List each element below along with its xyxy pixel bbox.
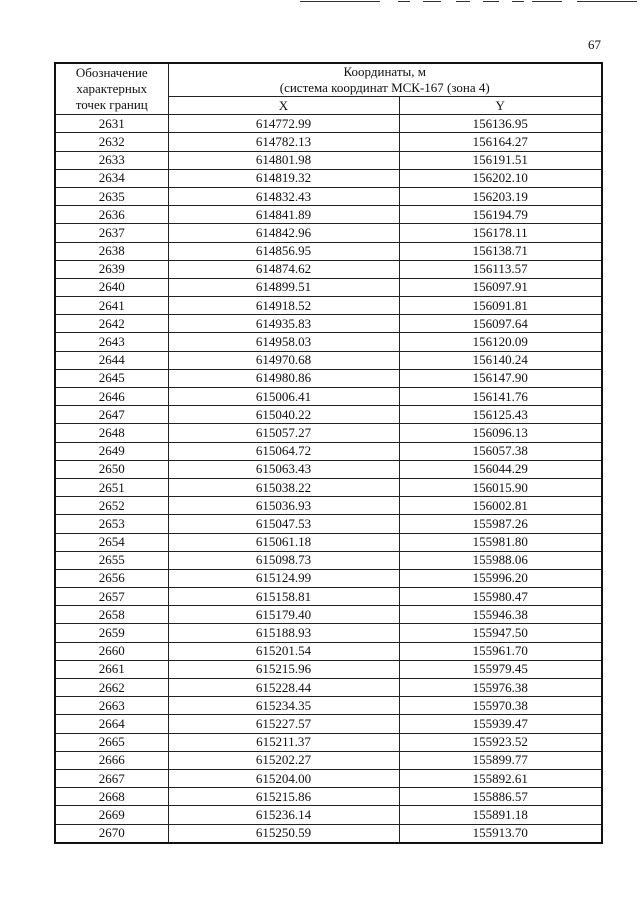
table-row (55, 533, 602, 551)
y-coordinate-cell: 156191.51 (399, 151, 602, 169)
x-coordinate-cell: 614842.96 (168, 224, 399, 242)
y-coordinate-cell: 155981.80 (399, 533, 602, 551)
table-row (55, 442, 602, 460)
table-row (55, 351, 602, 369)
point-id-cell: 2653 (55, 515, 168, 533)
point-id-cell: 2633 (55, 151, 168, 169)
table-row (55, 297, 602, 315)
y-coordinate-cell: 155891.18 (399, 806, 602, 824)
point-id-cell: 2662 (55, 679, 168, 697)
table-row (55, 169, 602, 187)
point-id-cell: 2658 (55, 606, 168, 624)
y-coordinate-cell: 155996.20 (399, 569, 602, 587)
x-coordinate-cell: 615211.37 (168, 733, 399, 751)
table-row (55, 515, 602, 533)
y-coordinate-cell: 156141.76 (399, 388, 602, 406)
table-row (55, 460, 602, 478)
y-coordinate-cell: 155913.70 (399, 824, 602, 843)
point-id-cell: 2660 (55, 642, 168, 660)
x-coordinate-cell: 614970.68 (168, 351, 399, 369)
table-row (55, 406, 602, 424)
point-id-cell: 2641 (55, 297, 168, 315)
x-coordinate-cell: 614918.52 (168, 297, 399, 315)
x-coordinate-cell: 614832.43 (168, 187, 399, 205)
table-row (55, 478, 602, 496)
x-coordinate-cell: 615228.44 (168, 679, 399, 697)
table-row (55, 660, 602, 678)
table-row (55, 624, 602, 642)
y-coordinate-cell: 156147.90 (399, 369, 602, 387)
table-row (55, 224, 602, 242)
x-coordinate-cell: 615204.00 (168, 769, 399, 787)
y-coordinate-cell: 156091.81 (399, 297, 602, 315)
point-id-cell: 2657 (55, 588, 168, 606)
point-id-cell: 2645 (55, 369, 168, 387)
point-id-cell: 2654 (55, 533, 168, 551)
y-coordinate-cell: 155892.61 (399, 769, 602, 787)
table-row (55, 551, 602, 569)
y-coordinate-cell: 156125.43 (399, 406, 602, 424)
x-coordinate-cell: 614874.62 (168, 260, 399, 278)
point-id-cell: 2665 (55, 733, 168, 751)
y-coordinate-cell: 156140.24 (399, 351, 602, 369)
y-coordinate-cell: 156097.91 (399, 278, 602, 296)
y-coordinate-cell: 155946.38 (399, 606, 602, 624)
y-coordinate-cell: 155976.38 (399, 679, 602, 697)
x-coordinate-cell: 615047.53 (168, 515, 399, 533)
x-coordinate-cell: 615236.14 (168, 806, 399, 824)
x-coordinate-cell: 614841.89 (168, 206, 399, 224)
point-id-cell: 2664 (55, 715, 168, 733)
y-coordinate-cell: 156113.57 (399, 260, 602, 278)
point-id-cell: 2648 (55, 424, 168, 442)
x-coordinate-cell: 615124.99 (168, 569, 399, 587)
y-coordinate-cell: 155979.45 (399, 660, 602, 678)
x-coordinate-cell: 614772.99 (168, 115, 399, 133)
point-label-header-line: Обозначение (75, 65, 148, 81)
point-id-cell: 2638 (55, 242, 168, 260)
x-coordinate-cell: 614856.95 (168, 242, 399, 260)
table-row (55, 333, 602, 351)
table-row (55, 788, 602, 806)
x-coordinate-cell: 615063.43 (168, 460, 399, 478)
y-coordinate-cell: 156096.13 (399, 424, 602, 442)
y-column-header: Y (399, 97, 602, 115)
table-row (55, 806, 602, 824)
table-row (55, 369, 602, 387)
x-coordinate-cell: 614980.86 (168, 369, 399, 387)
table-row (55, 751, 602, 769)
coordinates-table (54, 62, 603, 844)
x-coordinate-cell: 614819.32 (168, 169, 399, 187)
x-coordinate-cell: 615038.22 (168, 478, 399, 496)
point-id-cell: 2636 (55, 206, 168, 224)
point-id-cell: 2669 (55, 806, 168, 824)
y-coordinate-cell: 155923.52 (399, 733, 602, 751)
y-coordinate-cell: 156136.95 (399, 115, 602, 133)
point-id-cell: 2668 (55, 788, 168, 806)
y-coordinate-cell: 155899.77 (399, 751, 602, 769)
point-id-cell: 2661 (55, 660, 168, 678)
x-column-header: X (168, 97, 399, 115)
point-label-header-line: точек границ (75, 97, 148, 113)
y-coordinate-cell: 155987.26 (399, 515, 602, 533)
table-row (55, 260, 602, 278)
table-row (55, 588, 602, 606)
point-id-cell: 2649 (55, 442, 168, 460)
x-coordinate-cell: 615201.54 (168, 642, 399, 660)
x-coordinate-cell: 615179.40 (168, 606, 399, 624)
y-coordinate-cell: 156194.79 (399, 206, 602, 224)
x-coordinate-cell: 615188.93 (168, 624, 399, 642)
y-coordinate-cell: 155988.06 (399, 551, 602, 569)
y-coordinate-cell: 156097.64 (399, 315, 602, 333)
table-row (55, 497, 602, 515)
point-id-cell: 2642 (55, 315, 168, 333)
x-coordinate-cell: 615227.57 (168, 715, 399, 733)
table-row (55, 569, 602, 587)
point-id-cell: 2670 (55, 824, 168, 843)
y-coordinate-cell: 156203.19 (399, 187, 602, 205)
y-coordinate-cell: 156057.38 (399, 442, 602, 460)
table-row (55, 733, 602, 751)
y-coordinate-cell: 156120.09 (399, 333, 602, 351)
table-row (55, 424, 602, 442)
x-coordinate-cell: 615234.35 (168, 697, 399, 715)
point-id-cell: 2637 (55, 224, 168, 242)
x-coordinate-cell: 615064.72 (168, 442, 399, 460)
point-id-cell: 2639 (55, 260, 168, 278)
table-row (55, 315, 602, 333)
x-coordinate-cell: 615061.18 (168, 533, 399, 551)
y-coordinate-cell: 155939.47 (399, 715, 602, 733)
x-coordinate-cell: 614782.13 (168, 133, 399, 151)
y-coordinate-cell: 156138.71 (399, 242, 602, 260)
point-id-cell: 2643 (55, 333, 168, 351)
table-row (55, 679, 602, 697)
table-row (55, 697, 602, 715)
table-row (55, 278, 602, 296)
point-id-cell: 2659 (55, 624, 168, 642)
table-row (55, 715, 602, 733)
x-coordinate-cell: 615040.22 (168, 406, 399, 424)
y-coordinate-cell: 156002.81 (399, 497, 602, 515)
x-coordinate-cell: 615202.27 (168, 751, 399, 769)
x-coordinate-cell: 615215.86 (168, 788, 399, 806)
point-id-cell: 2640 (55, 278, 168, 296)
coordinates-header (168, 63, 602, 97)
table-row (55, 642, 602, 660)
x-coordinate-cell: 614958.03 (168, 333, 399, 351)
point-id-cell: 2656 (55, 569, 168, 587)
point-id-cell: 2632 (55, 133, 168, 151)
x-coordinate-cell: 615098.73 (168, 551, 399, 569)
x-coordinate-cell: 614801.98 (168, 151, 399, 169)
y-coordinate-cell: 155947.50 (399, 624, 602, 642)
top-scan-lines (0, 0, 640, 6)
table-row (55, 388, 602, 406)
page-number: 67 (588, 37, 601, 52)
point-id-cell: 2651 (55, 478, 168, 496)
x-coordinate-cell: 614899.51 (168, 278, 399, 296)
table-row (55, 606, 602, 624)
y-coordinate-cell: 155961.70 (399, 642, 602, 660)
point-id-cell: 2667 (55, 769, 168, 787)
x-coordinate-cell: 615036.93 (168, 497, 399, 515)
point-id-cell: 2631 (55, 115, 168, 133)
table-row (55, 115, 602, 133)
point-id-cell: 2644 (55, 351, 168, 369)
x-coordinate-cell: 615215.96 (168, 660, 399, 678)
x-coordinate-cell: 614935.83 (168, 315, 399, 333)
y-coordinate-cell: 156202.10 (399, 169, 602, 187)
y-coordinate-cell: 156178.11 (399, 224, 602, 242)
x-coordinate-cell: 615158.81 (168, 588, 399, 606)
table-row (55, 133, 602, 151)
table-row (55, 187, 602, 205)
y-coordinate-cell: 156044.29 (399, 460, 602, 478)
point-id-cell: 2646 (55, 388, 168, 406)
point-id-cell: 2650 (55, 460, 168, 478)
y-coordinate-cell: 155886.57 (399, 788, 602, 806)
point-id-cell: 2647 (55, 406, 168, 424)
y-coordinate-cell: 156164.27 (399, 133, 602, 151)
table-row (55, 206, 602, 224)
point-label-header-line: характерных (76, 81, 148, 97)
point-id-cell: 2655 (55, 551, 168, 569)
point-id-cell: 2663 (55, 697, 168, 715)
x-coordinate-cell: 615250.59 (168, 824, 399, 843)
y-coordinate-cell: 156015.90 (399, 478, 602, 496)
y-coordinate-cell: 155980.47 (399, 588, 602, 606)
table-row (55, 151, 602, 169)
y-coordinate-cell: 155970.38 (399, 697, 602, 715)
table-row (55, 824, 602, 843)
point-id-cell: 2634 (55, 169, 168, 187)
table-row (55, 769, 602, 787)
point-label-header (55, 63, 168, 115)
table-header-row (55, 63, 602, 97)
x-coordinate-cell: 615057.27 (168, 424, 399, 442)
coordinates-title: Координаты, м (343, 64, 426, 79)
point-id-cell: 2652 (55, 497, 168, 515)
coordinates-system: (система координат МСК-167 (зона 4) (279, 80, 490, 95)
table-row (55, 242, 602, 260)
point-id-cell: 2666 (55, 751, 168, 769)
point-id-cell: 2635 (55, 187, 168, 205)
x-coordinate-cell: 615006.41 (168, 388, 399, 406)
